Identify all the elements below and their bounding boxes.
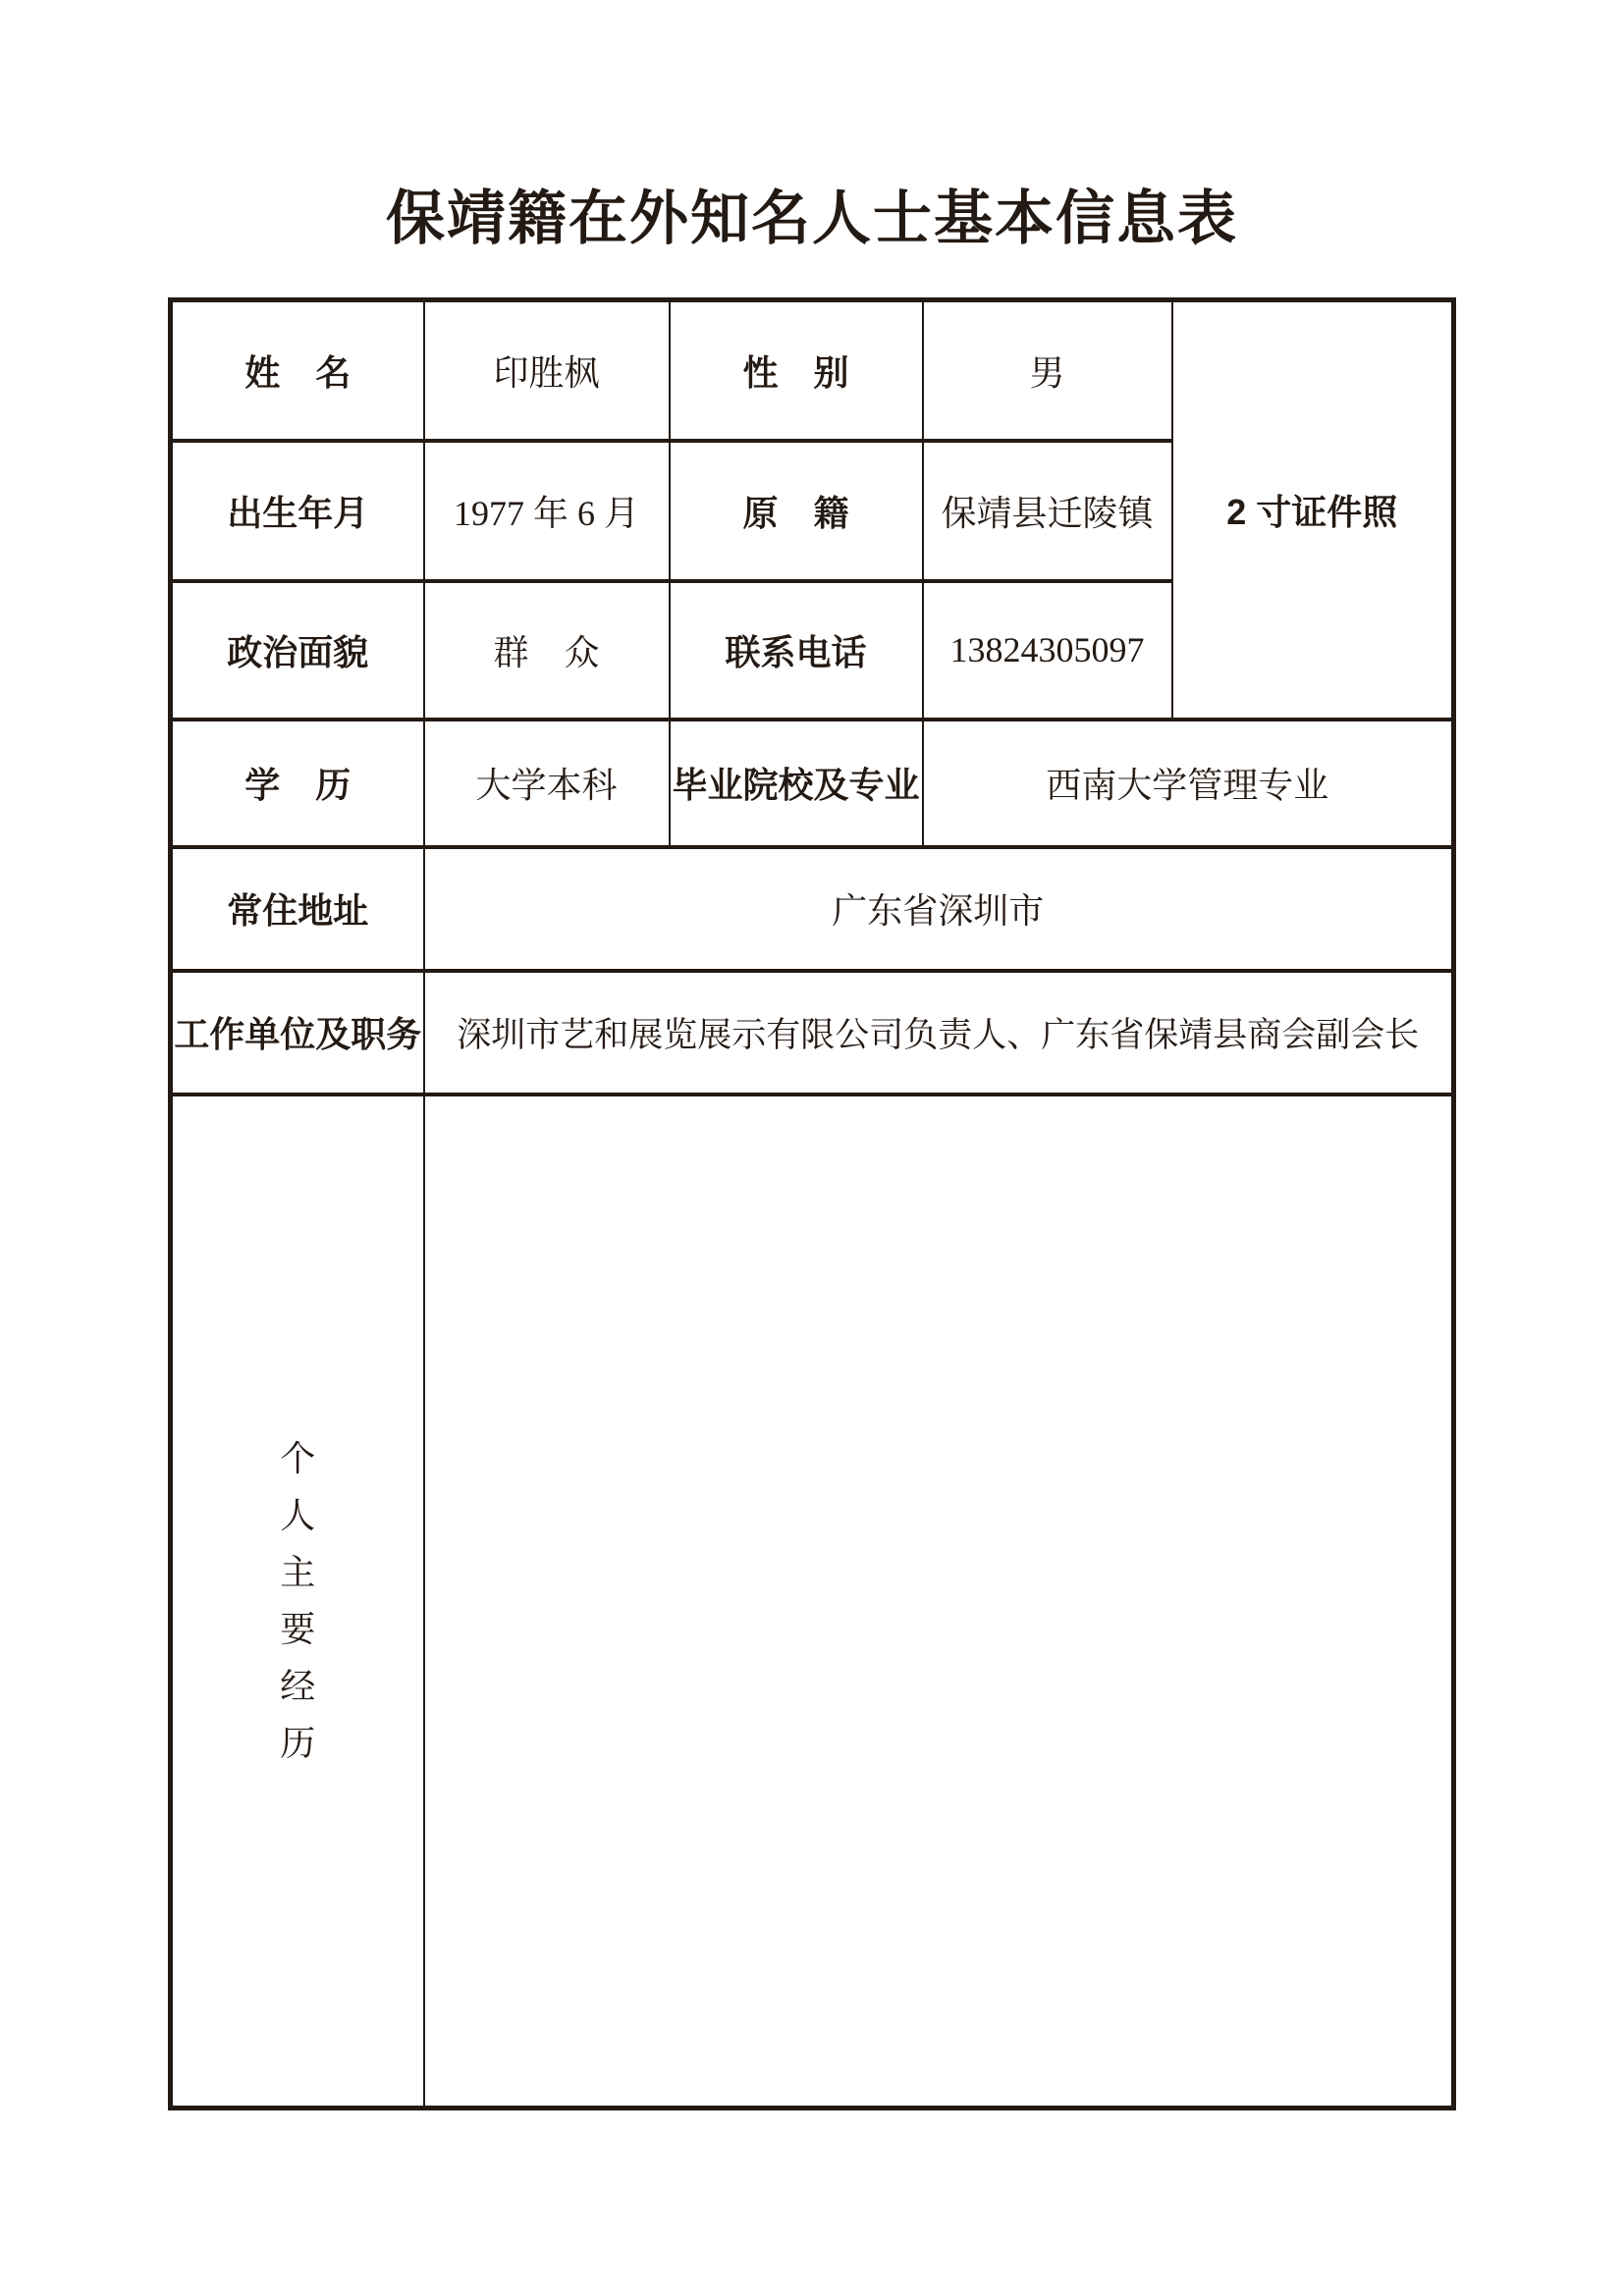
address-value: 广东省深圳市 — [424, 847, 1454, 971]
experience-label: 个人主要经历 — [280, 1437, 316, 1763]
work-value: 深圳市艺和展览展示有限公司负责人、广东省保靖县商会副会长 — [424, 971, 1454, 1095]
name-label: 姓 名 — [171, 300, 424, 441]
phone-value: 13824305097 — [923, 581, 1172, 720]
education-label: 学 历 — [171, 720, 424, 847]
school-major-value: 西南大学管理专业 — [923, 720, 1454, 847]
origin-label: 原 籍 — [670, 441, 923, 581]
education-value: 大学本科 — [424, 720, 670, 847]
row-experience — [171, 1095, 1454, 2109]
row-address — [171, 847, 1454, 971]
birth-label: 出生年月 — [171, 441, 424, 581]
page-title: 保靖籍在外知名人士基本信息表 — [386, 187, 1238, 251]
political-status-value: 群 众 — [424, 581, 670, 720]
school-major-label: 毕业院校及专业 — [670, 720, 923, 847]
row-name-gender — [171, 300, 1454, 441]
experience-content-cell — [424, 1095, 1454, 2109]
row-work — [171, 971, 1454, 1095]
birth-value: 1977 年 6 月 — [424, 441, 670, 581]
gender-label: 性 别 — [670, 300, 923, 441]
gender-value: 男 — [923, 300, 1172, 441]
photo-placeholder-cell: 2 寸证件照 — [1172, 300, 1454, 720]
political-status-label: 政治面貌 — [171, 581, 424, 720]
info-table — [168, 297, 1456, 2110]
work-label: 工作单位及职务 — [171, 971, 424, 1095]
experience-label-cell — [171, 1095, 424, 2109]
name-value: 印胜枫 — [424, 300, 670, 441]
phone-label: 联系电话 — [670, 581, 923, 720]
row-education-school — [171, 720, 1454, 847]
origin-value: 保靖县迁陵镇 — [923, 441, 1172, 581]
address-label: 常住地址 — [171, 847, 424, 971]
